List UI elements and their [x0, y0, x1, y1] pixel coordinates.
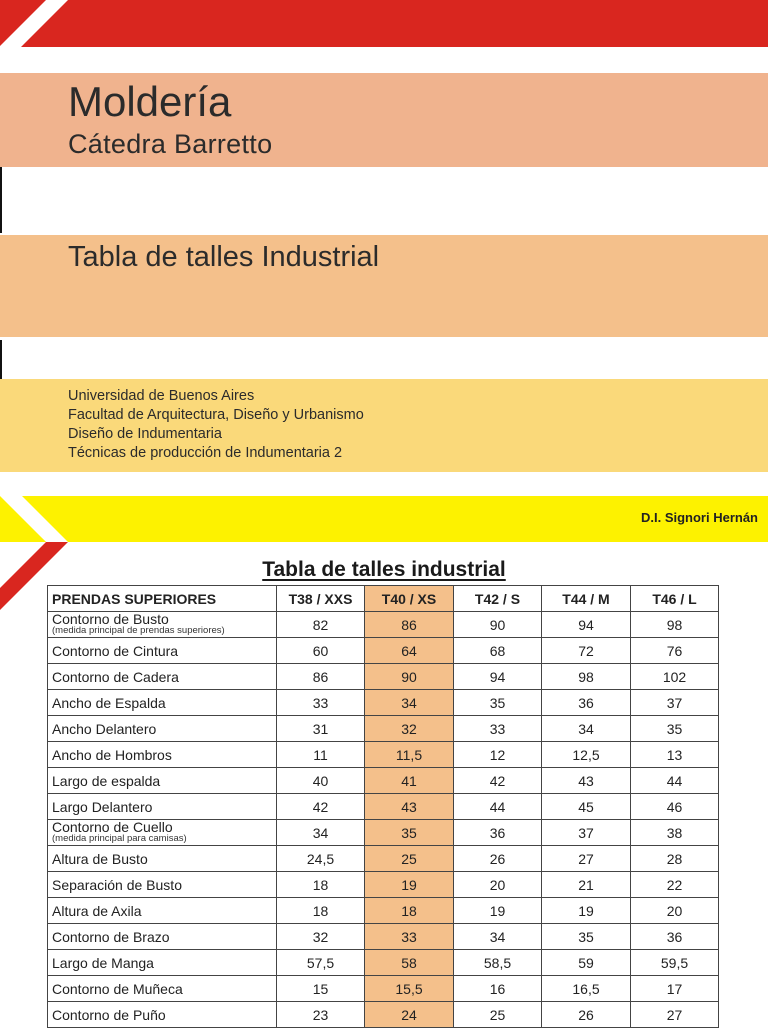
- measurement-label: Altura de Axila: [52, 902, 142, 919]
- table-row: [48, 768, 719, 794]
- size-value-cell: 17: [631, 976, 719, 1002]
- size-value-cell: 32: [277, 924, 365, 950]
- size-value-cell: 37: [542, 820, 631, 846]
- size-value-cell: 24: [365, 1002, 454, 1028]
- measurement-label-cell: [48, 690, 277, 716]
- table-row: [48, 950, 719, 976]
- table-row: [48, 924, 719, 950]
- size-value-cell: 27: [631, 1002, 719, 1028]
- size-value-cell: 60: [277, 638, 365, 664]
- measurement-label-cell: [48, 872, 277, 898]
- size-value-cell: 44: [454, 794, 542, 820]
- info-line: Facultad de Arquitectura, Diseño y Urbanismo: [68, 407, 364, 423]
- size-value-cell: 33: [454, 716, 542, 742]
- size-value-cell: 31: [277, 716, 365, 742]
- size-value-cell: 68: [454, 638, 542, 664]
- size-value-cell: 44: [631, 768, 719, 794]
- size-value-cell: 98: [542, 664, 631, 690]
- size-value-cell: 32: [365, 716, 454, 742]
- measurement-label: Separación de Busto: [52, 876, 182, 893]
- size-value-cell: 20: [454, 872, 542, 898]
- measurement-label: Contorno de Busto: [52, 611, 169, 627]
- size-value-cell: 33: [365, 924, 454, 950]
- measurement-label-cell: [48, 924, 277, 950]
- size-value-cell: 18: [277, 898, 365, 924]
- measurement-label: Largo Delantero: [52, 798, 153, 815]
- size-value-cell: 11,5: [365, 742, 454, 768]
- size-value-cell: 43: [542, 768, 631, 794]
- size-value-cell: 25: [454, 1002, 542, 1028]
- size-value-cell: 36: [631, 924, 719, 950]
- size-value-cell: 102: [631, 664, 719, 690]
- size-value-cell: 59,5: [631, 950, 719, 976]
- size-value-cell: 72: [542, 638, 631, 664]
- table-row: [48, 872, 719, 898]
- measurement-label: Ancho Delantero: [52, 720, 157, 737]
- measurement-label-cell: [48, 846, 277, 872]
- measurement-label: Contorno de Puño: [52, 1006, 166, 1023]
- size-value-cell: 23: [277, 1002, 365, 1028]
- table-row: [48, 664, 719, 690]
- size-value-cell: 94: [542, 612, 631, 638]
- section-title: Tabla de talles Industrial: [68, 241, 380, 273]
- table-row: [48, 976, 719, 1002]
- size-value-cell: 26: [454, 846, 542, 872]
- size-table: [47, 585, 719, 1028]
- size-value-cell: 86: [365, 612, 454, 638]
- main-subtitle: Cátedra Barretto: [68, 129, 273, 159]
- left-edge-line: [0, 340, 2, 380]
- measurement-label: Contorno de Cuello: [52, 819, 173, 835]
- top-red-band: [0, 0, 768, 47]
- size-value-cell: 40: [277, 768, 365, 794]
- size-value-cell: 57,5: [277, 950, 365, 976]
- size-value-cell: 35: [542, 924, 631, 950]
- measurement-label: Altura de Busto: [52, 850, 148, 867]
- table-row: [48, 742, 719, 768]
- size-value-cell: 64: [365, 638, 454, 664]
- table-header-size: T38 / XXS: [277, 586, 365, 612]
- measurement-label: Contorno de Cintura: [52, 642, 179, 659]
- table-header-size: T40 / XS: [365, 586, 454, 612]
- measurement-label-cell: [48, 716, 277, 742]
- author-name: D.I. Signori Hernán: [640, 510, 758, 525]
- size-value-cell: 35: [631, 716, 719, 742]
- size-value-cell: 26: [542, 1002, 631, 1028]
- table-row: [48, 638, 719, 664]
- size-value-cell: 42: [277, 794, 365, 820]
- size-value-cell: 37: [631, 690, 719, 716]
- size-value-cell: 43: [365, 794, 454, 820]
- size-value-cell: 12,5: [542, 742, 631, 768]
- size-value-cell: 15,5: [365, 976, 454, 1002]
- size-value-cell: 34: [365, 690, 454, 716]
- size-value-cell: 90: [454, 612, 542, 638]
- size-value-cell: 36: [454, 820, 542, 846]
- measurement-label-cell: [48, 950, 277, 976]
- size-value-cell: 46: [631, 794, 719, 820]
- table-header-size: T44 / M: [542, 586, 631, 612]
- measurement-label-cell: [48, 794, 277, 820]
- table-title: [0, 558, 768, 582]
- measurement-label: Ancho de Hombros: [52, 746, 172, 763]
- size-value-cell: 82: [277, 612, 365, 638]
- table-row: [48, 898, 719, 924]
- size-value-cell: 27: [542, 846, 631, 872]
- size-value-cell: 33: [277, 690, 365, 716]
- size-value-cell: 15: [277, 976, 365, 1002]
- info-line: Universidad de Buenos Aires: [68, 388, 255, 404]
- size-value-cell: 28: [631, 846, 719, 872]
- measurement-label-cell: [48, 742, 277, 768]
- size-value-cell: 41: [365, 768, 454, 794]
- measurement-label-cell: [48, 768, 277, 794]
- size-value-cell: 18: [365, 898, 454, 924]
- size-value-cell: 38: [631, 820, 719, 846]
- size-value-cell: 11: [277, 742, 365, 768]
- size-value-cell: 36: [542, 690, 631, 716]
- size-value-cell: 58,5: [454, 950, 542, 976]
- table-header-category: PRENDAS SUPERIORES: [48, 586, 277, 612]
- main-title: Moldería: [68, 78, 232, 125]
- table-row: [48, 794, 719, 820]
- measurement-note: (medida principal de prendas superiores): [52, 625, 225, 636]
- size-value-cell: 24,5: [277, 846, 365, 872]
- size-value-cell: 98: [631, 612, 719, 638]
- size-value-cell: 16: [454, 976, 542, 1002]
- size-value-cell: 19: [542, 898, 631, 924]
- size-value-cell: 19: [454, 898, 542, 924]
- size-value-cell: 35: [454, 690, 542, 716]
- table-header-row: [48, 586, 719, 612]
- measurement-label: Contorno de Cadera: [52, 668, 179, 685]
- size-value-cell: 90: [365, 664, 454, 690]
- size-value-cell: 94: [454, 664, 542, 690]
- table-row: [48, 716, 719, 742]
- size-value-cell: 86: [277, 664, 365, 690]
- table-header-size: T42 / S: [454, 586, 542, 612]
- table-title-text: Tabla de talles industrial: [262, 558, 506, 581]
- size-value-cell: 45: [542, 794, 631, 820]
- table-row: [48, 612, 719, 638]
- size-value-cell: 18: [277, 872, 365, 898]
- size-value-cell: 20: [631, 898, 719, 924]
- size-value-cell: 58: [365, 950, 454, 976]
- measurement-note: (medida principal para camisas): [52, 833, 187, 844]
- table-header-size: T46 / L: [631, 586, 719, 612]
- measurement-label: Largo de espalda: [52, 772, 161, 789]
- size-value-cell: 16,5: [542, 976, 631, 1002]
- measurement-label-cell: [48, 612, 277, 638]
- measurement-label-cell: [48, 976, 277, 1002]
- size-value-cell: 34: [454, 924, 542, 950]
- table-body: [48, 612, 719, 1028]
- size-value-cell: 19: [365, 872, 454, 898]
- measurement-label-cell: [48, 898, 277, 924]
- info-line: Diseño de Indumentaria: [68, 426, 222, 442]
- size-value-cell: 22: [631, 872, 719, 898]
- institution-info: [68, 387, 364, 463]
- measurement-label: Largo de Manga: [52, 954, 154, 971]
- size-value-cell: 34: [542, 716, 631, 742]
- measurement-label-cell: [48, 638, 277, 664]
- table-row: [48, 846, 719, 872]
- info-line: Técnicas de producción de Indumentaria 2: [68, 445, 343, 461]
- size-value-cell: 35: [365, 820, 454, 846]
- measurement-label: Contorno de Muñeca: [52, 980, 183, 997]
- size-value-cell: 76: [631, 638, 719, 664]
- size-value-cell: 34: [277, 820, 365, 846]
- size-value-cell: 13: [631, 742, 719, 768]
- size-value-cell: 59: [542, 950, 631, 976]
- size-value-cell: 21: [542, 872, 631, 898]
- table-row: [48, 690, 719, 716]
- measurement-label: Contorno de Brazo: [52, 928, 170, 945]
- measurement-label-cell: [48, 820, 277, 846]
- measurement-label: Ancho de Espalda: [52, 694, 166, 711]
- table-row: [48, 820, 719, 846]
- size-value-cell: 42: [454, 768, 542, 794]
- size-value-cell: 25: [365, 846, 454, 872]
- size-value-cell: 12: [454, 742, 542, 768]
- measurement-label-cell: [48, 664, 277, 690]
